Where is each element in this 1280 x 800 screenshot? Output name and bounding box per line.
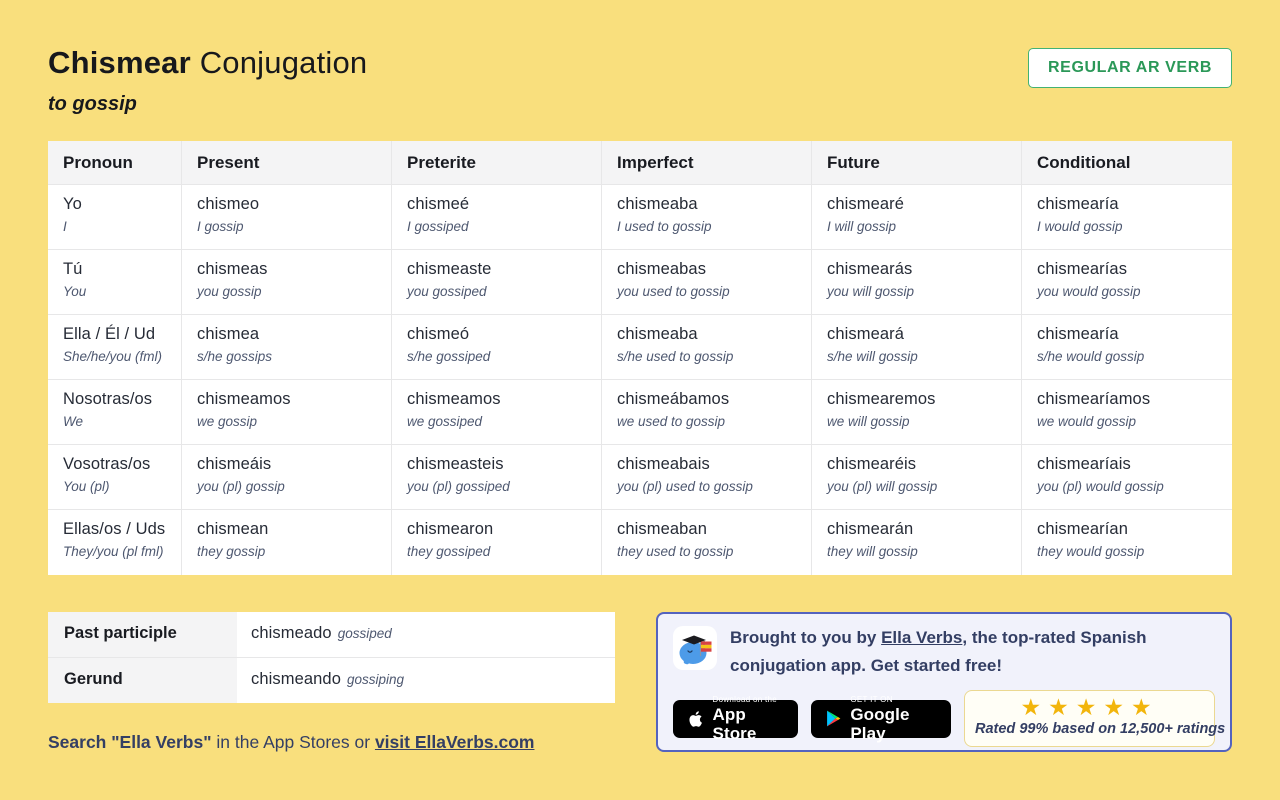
conjugation-cell: [1022, 445, 1232, 510]
verb-form-translation: s/he gossiped: [407, 349, 491, 364]
verb-form: chismeaban: [617, 520, 707, 538]
column-header-conditional: Conditional: [1022, 141, 1232, 185]
verb-form: chismearían: [1037, 520, 1128, 538]
conjugation-cell: [602, 445, 812, 510]
promo-prefix: Brought to you by: [730, 628, 882, 647]
conjugation-cell: [602, 250, 812, 315]
verb-form-translation: I gossiped: [407, 219, 469, 234]
table-row: [48, 185, 1232, 250]
verb-form: chismeabas: [617, 260, 707, 278]
verb-translation-subtitle: to gossip: [48, 93, 137, 115]
verb-form: chismearon: [407, 520, 494, 538]
conjugation-cell: [182, 510, 392, 575]
verb-form-translation: we used to gossip: [617, 414, 726, 429]
verb-form-translation: they will gossip: [827, 544, 918, 559]
conjugation-cell: [812, 315, 1022, 380]
promo-top-row: [673, 626, 1215, 679]
gerund-value: [237, 658, 615, 703]
footer-middle-text: in the App Stores or: [211, 732, 375, 752]
pronoun-translation: We: [63, 414, 84, 429]
title-suffix: Conjugation: [190, 45, 368, 80]
column-header-present: Present: [182, 141, 392, 185]
verb-form-translation: gossiped: [337, 626, 392, 641]
table-row: [48, 315, 1232, 380]
verb-form-translation: s/he used to gossip: [617, 349, 734, 364]
star-icon: ★: [1130, 694, 1159, 720]
pronoun-label: Tú: [63, 260, 83, 278]
verb-form-translation: s/he gossips: [197, 349, 273, 364]
conjugation-cell: [1022, 250, 1232, 315]
conjugation-cell: [182, 380, 392, 445]
pronoun-label: Yo: [63, 195, 82, 213]
verb-forms-table: [48, 612, 615, 703]
pronoun-translation: You: [63, 284, 87, 299]
verb-form: chismeaba: [617, 195, 698, 213]
verb-form-translation: you would gossip: [1037, 284, 1141, 299]
rating-text: Rated 99% based on 12,500+ ratings: [975, 721, 1226, 737]
conjugation-cell: [812, 510, 1022, 575]
badge-big-text: App Store: [712, 704, 757, 743]
verb-form-translation: they used to gossip: [617, 544, 734, 559]
conjugation-cell: [182, 445, 392, 510]
title-block: [48, 44, 367, 116]
verb-form: chismearías: [1037, 260, 1128, 278]
promo-card: [656, 612, 1232, 752]
conjugation-cell: [392, 185, 602, 250]
bottom-left-column: [48, 612, 615, 753]
verb-form: chismearán: [827, 520, 914, 538]
promo-bottom-row: [673, 690, 1226, 747]
conjugation-cell: [602, 315, 812, 380]
column-header-imperfect: Imperfect: [602, 141, 812, 185]
promo-message: [730, 624, 1215, 679]
verb-form-translation: you (pl) would gossip: [1037, 479, 1164, 494]
verb-form-translation: you (pl) used to gossip: [617, 479, 753, 494]
conjugation-table-body: [48, 185, 1232, 575]
regular-ar-verb-badge[interactable]: REGULAR AR VERB: [1028, 48, 1232, 88]
verb-form-translation: you (pl) gossip: [197, 479, 285, 494]
verb-form: chismearíais: [1037, 455, 1131, 473]
conjugation-cell: [1022, 510, 1232, 575]
verb-form-translation: I will gossip: [827, 219, 897, 234]
google-play-badge-text: [850, 695, 938, 743]
verb-form-translation: we gossiped: [407, 414, 483, 429]
verb-form: chismeáis: [197, 455, 272, 473]
pronoun-cell: [48, 250, 182, 315]
search-ella-verbs-text: Search "Ella Verbs": [48, 732, 212, 752]
bottom-section: [48, 612, 1232, 753]
conjugation-cell: [1022, 315, 1232, 380]
verb-form: chismeará: [827, 325, 905, 343]
verb-form: chismeé: [407, 195, 470, 213]
verb-form: chismearéis: [827, 455, 917, 473]
pronoun-label: Ella / Él / Ud: [63, 325, 156, 343]
verb-form-translation: we would gossip: [1037, 414, 1137, 429]
conjugation-cell: [182, 185, 392, 250]
verb-form: chismeó: [407, 325, 470, 343]
verb-form-translation: we will gossip: [827, 414, 910, 429]
verb-form: chismeando: [251, 670, 341, 688]
google-play-badge[interactable]: [811, 694, 951, 743]
google-play-logo-icon: [824, 707, 843, 730]
conjugation-cell: [182, 315, 392, 380]
verb-name: Chismear: [48, 45, 191, 80]
verb-form: chismeo: [197, 195, 260, 213]
verb-form: chismeamos: [197, 390, 291, 408]
rating-stars: [975, 694, 1204, 720]
footer-text: [48, 732, 615, 753]
app-store-badge-text: [713, 695, 785, 743]
conjugation-cell: [392, 445, 602, 510]
conjugation-cell: [392, 510, 602, 575]
star-icon: ★: [1048, 694, 1076, 720]
verb-form: chismearás: [827, 260, 913, 278]
table-row: [48, 445, 1232, 510]
verb-form-translation: I would gossip: [1037, 219, 1123, 234]
conjugation-cell: [1022, 185, 1232, 250]
pronoun-cell: [48, 445, 182, 510]
verb-form-translation: gossiping: [346, 672, 405, 687]
verb-form-translation: s/he would gossip: [1037, 349, 1145, 364]
verb-form-translation: I used to gossip: [617, 219, 712, 234]
verb-form: chismeamos: [407, 390, 501, 408]
conjugation-cell: [602, 380, 812, 445]
column-header-future: Future: [812, 141, 1022, 185]
star-icon: ★: [1020, 694, 1049, 720]
promo-suffix: , the top-rated Spanish conjugation app. Get started free!: [730, 628, 1147, 675]
verb-form: chismeado: [251, 624, 332, 642]
verb-form-translation: we gossip: [197, 414, 258, 429]
conjugation-table-header: [48, 141, 1232, 185]
gerund-label: Gerund: [48, 658, 237, 703]
header: [48, 44, 1232, 116]
apple-logo-icon: [686, 707, 705, 731]
verb-form: chismearíamos: [1037, 390, 1151, 408]
past-participle-label: Past participle: [48, 612, 237, 657]
conjugation-cell: [392, 380, 602, 445]
verb-form: chismearé: [827, 195, 905, 213]
table-row: [48, 380, 1232, 445]
verb-form: chismeaste: [407, 260, 492, 278]
verb-form: chismearía: [1037, 195, 1119, 213]
verb-form: chismearía: [1037, 325, 1119, 343]
verb-form-translation: s/he will gossip: [827, 349, 918, 364]
column-header-pronoun: Pronoun: [48, 141, 182, 185]
verb-form-translation: you used to gossip: [617, 284, 730, 299]
pronoun-label: Nosotras/os: [63, 390, 153, 408]
verb-form: chismeabais: [617, 455, 710, 473]
verb-form: chismeas: [197, 260, 268, 278]
verb-form-translation: you (pl) gossiped: [407, 479, 510, 494]
conjugation-cell: [602, 185, 812, 250]
ella-verbs-mascot-icon: [673, 626, 717, 670]
verb-form-translation: they gossiped: [407, 544, 491, 559]
badge-small-text: Download on the: [712, 694, 778, 704]
rating-box: [964, 690, 1226, 747]
table-row: [48, 250, 1232, 315]
page-title: [48, 44, 367, 82]
conjugation-cell: [812, 445, 1022, 510]
past-participle-value: [237, 612, 615, 657]
pronoun-translation: They/you (pl fml): [63, 544, 164, 559]
verb-form-translation: I gossip: [197, 219, 244, 234]
verb-form: chismea: [197, 325, 260, 343]
verb-form-translation: you gossiped: [407, 284, 487, 299]
pronoun-label: Ellas/os / Uds: [63, 520, 166, 538]
star-icon: ★: [1103, 694, 1131, 720]
verb-form: chismean: [197, 520, 269, 538]
conjugation-cell: [392, 315, 602, 380]
verb-form-translation: you will gossip: [827, 284, 915, 299]
table-row: [48, 510, 1232, 575]
pronoun-translation: You (pl): [63, 479, 110, 494]
conjugation-cell: [392, 250, 602, 315]
conjugation-table: [48, 141, 1232, 575]
verb-form: chismearemos: [827, 390, 936, 408]
verb-form-translation: you gossip: [197, 284, 262, 299]
pronoun-translation: I: [63, 219, 67, 234]
conjugation-cell: [812, 185, 1022, 250]
badge-big-text: Google Play: [850, 704, 910, 743]
past-participle-row: [48, 612, 615, 657]
pronoun-cell: [48, 380, 182, 445]
pronoun-cell: [48, 185, 182, 250]
conjugation-cell: [1022, 380, 1232, 445]
column-header-preterite: Preterite: [392, 141, 602, 185]
pronoun-cell: [48, 510, 182, 575]
app-store-badge[interactable]: [673, 694, 798, 743]
verb-form-translation: you (pl) will gossip: [827, 479, 938, 494]
verb-form: chismeaba: [617, 325, 698, 343]
badge-small-text: GET IT ON: [850, 694, 893, 704]
verb-form: chismeasteis: [407, 455, 504, 473]
verb-form: chismeábamos: [617, 390, 730, 408]
star-icon: ★: [1075, 694, 1104, 720]
conjugation-cell: [182, 250, 392, 315]
pronoun-cell: [48, 315, 182, 380]
verb-form-translation: they gossip: [197, 544, 266, 559]
verb-form-translation: they would gossip: [1037, 544, 1145, 559]
pronoun-translation: She/he/you (fml): [63, 349, 163, 364]
ella-verbs-link[interactable]: Ella Verbs: [881, 628, 963, 647]
conjugation-cell: [812, 250, 1022, 315]
pronoun-label: Vosotras/os: [63, 455, 151, 473]
visit-ellaverbs-link[interactable]: visit EllaVerbs.com: [374, 732, 535, 752]
gerund-row: [48, 657, 615, 703]
conjugation-cell: [602, 510, 812, 575]
conjugation-cell: [812, 380, 1022, 445]
